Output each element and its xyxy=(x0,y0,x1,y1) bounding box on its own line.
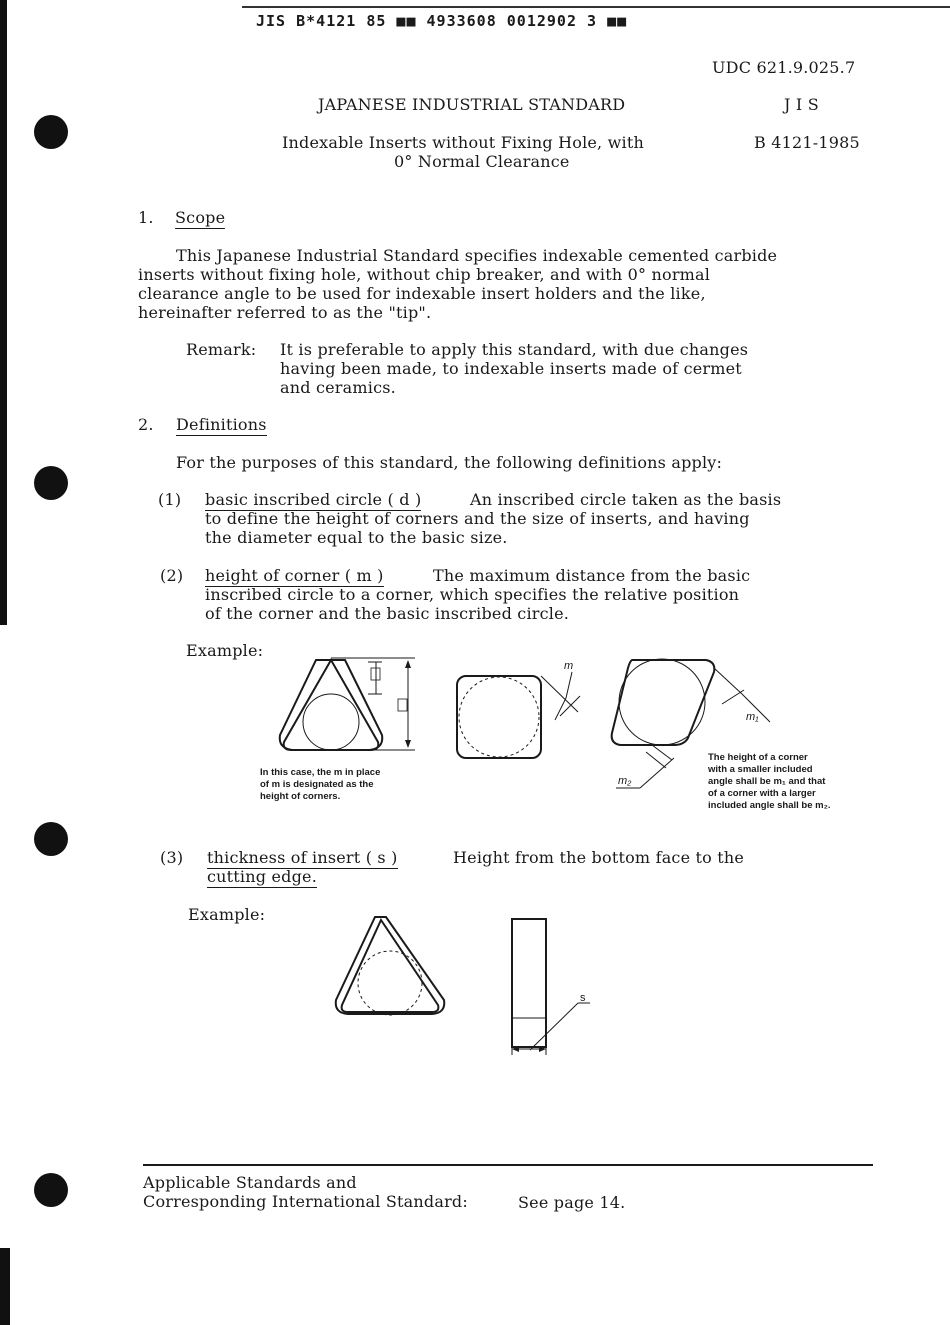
section-number: 1. xyxy=(138,208,154,227)
standard-number: B 4121-1985 xyxy=(754,133,860,152)
definition-line: An inscribed circle taken as the basis xyxy=(470,490,782,509)
definition-line: The maximum distance from the basic xyxy=(433,566,751,585)
caption-left-line: In this case, the m in place xyxy=(260,767,381,778)
term-height-of-corner: height of corner ( m ) xyxy=(205,566,384,585)
scope-line: clearance angle to be used for indexable insert holders and the like, xyxy=(138,284,706,303)
definition-line: to define the height of corners and the size of inserts, and having xyxy=(205,509,750,528)
label-m1: m₁ xyxy=(746,711,759,723)
udc-code: UDC 621.9.025.7 xyxy=(712,58,856,77)
footer-reference: See page 14. xyxy=(518,1193,626,1212)
standard-name: JAPANESE INDUSTRIAL STANDARD xyxy=(318,95,626,114)
title-line-1: Indexable Inserts without Fixing Hole, with xyxy=(282,133,644,152)
section-heading-definitions: Definitions xyxy=(176,415,267,434)
definition-line: inscribed circle to a corner, which specifies the relative position xyxy=(205,585,740,604)
header-stamp: JIS B*4121 85 ■■ 4933608 0012902 3 ■■ xyxy=(256,12,628,30)
scope-line: inserts without fixing hole, without chip breaker, and with 0° normal xyxy=(138,265,711,284)
caption-right-line: included angle shall be m₂. xyxy=(708,800,831,811)
item-number: (1) xyxy=(158,490,182,509)
definition-line: the diameter equal to the basic size. xyxy=(205,528,508,547)
section-heading-scope: Scope xyxy=(175,208,226,227)
remark-line: and ceramics. xyxy=(280,378,396,397)
triangle-top-view-diagram xyxy=(336,917,445,1015)
remark-line: having been made, to indexable inserts made of cermet xyxy=(280,359,742,378)
title-line-2: 0° Normal Clearance xyxy=(394,152,570,171)
caption-left-line: height of corners. xyxy=(260,791,341,802)
caption-right-line: angle shall be m₁ and that xyxy=(708,776,826,787)
definition-line: of the corner and the basic inscribed circle. xyxy=(205,604,570,623)
scope-line: This Japanese Industrial Standard specifies indexable cemented carbide xyxy=(176,246,778,265)
remark-label: Remark: xyxy=(186,340,257,359)
item-number: (2) xyxy=(160,566,184,585)
footer-line-2: Corresponding International Standard: xyxy=(143,1192,468,1211)
footer-line-1: Applicable Standards and xyxy=(143,1173,357,1192)
definitions-intro: For the purposes of this standard, the following definitions apply: xyxy=(176,453,723,472)
label-s: s xyxy=(580,992,586,1004)
caption-right-line: of a corner with a larger xyxy=(708,788,816,799)
remark-line: It is preferable to apply this standard, with due changes xyxy=(280,340,749,359)
definition-line: Height from the bottom face to the xyxy=(453,848,745,867)
jis-mark: J I S xyxy=(784,95,819,114)
caption-left-line: of m is designated as the xyxy=(260,779,374,790)
caption-right-line: The height of a corner xyxy=(708,752,808,763)
label-m: m xyxy=(564,660,574,672)
item-number: (3) xyxy=(160,848,184,867)
label-m2: m₂ xyxy=(618,775,632,787)
scope-line: hereinafter referred to as the "tip". xyxy=(138,303,432,322)
term-thickness-of-insert: thickness of insert ( s ) xyxy=(207,848,398,867)
section-number: 2. xyxy=(138,415,154,434)
term-basic-inscribed-circle: basic inscribed circle ( d ) xyxy=(205,490,422,509)
footer-rule xyxy=(143,1164,873,1166)
caption-right-line: with a smaller included xyxy=(708,764,813,775)
example-label: Example: xyxy=(188,905,266,924)
definition-line: cutting edge. xyxy=(207,867,317,886)
side-view-diagram xyxy=(512,919,590,1055)
example-label: Example: xyxy=(186,641,264,660)
